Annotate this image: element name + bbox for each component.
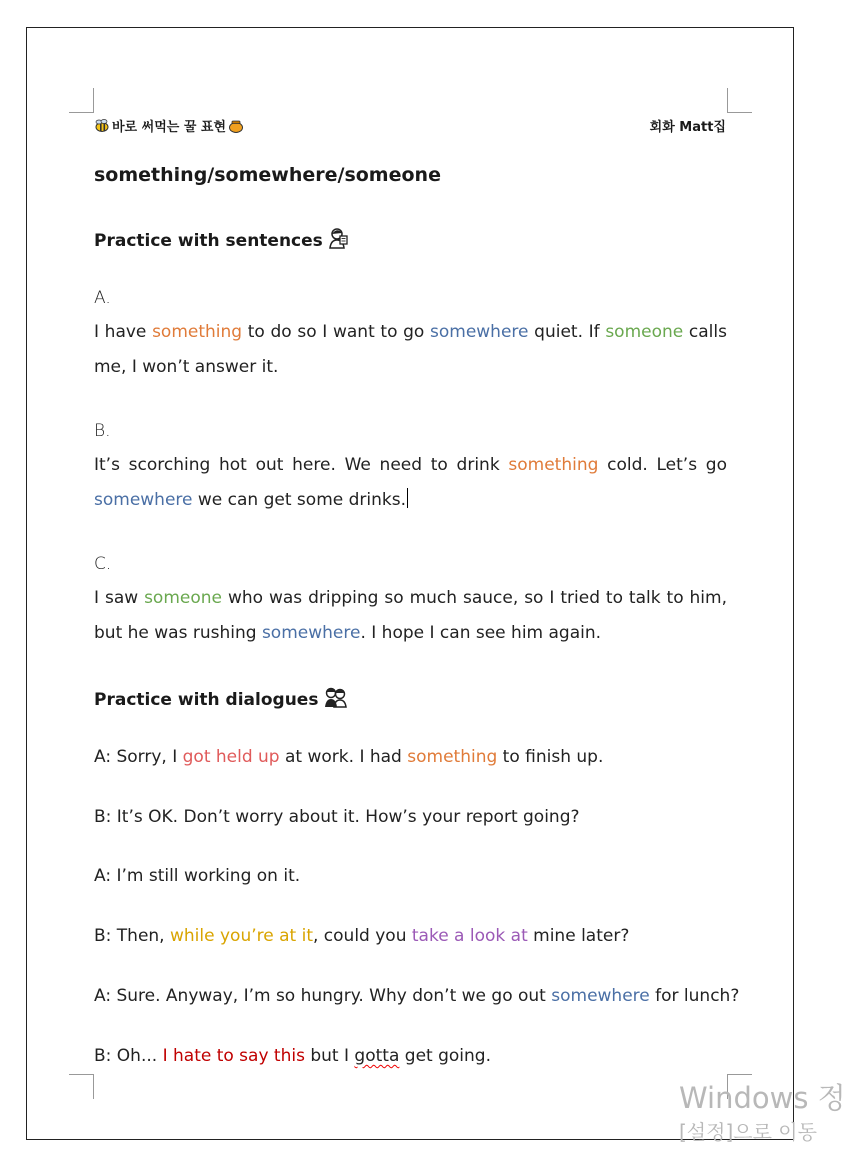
header-title: 바로 써먹는 꿀 표현 (112, 120, 227, 135)
text-segment: A: I’m still working on it. (94, 866, 301, 886)
keyword-someone: someone (144, 588, 222, 608)
sentence-c (94, 581, 727, 651)
sentence-b-label: B. (94, 421, 111, 441)
keyword-something: something (407, 747, 498, 767)
header-right: 회화 Matt집 (649, 120, 726, 135)
windows-activation-watermark-line2: [설정]으로 이동 (679, 1120, 817, 1144)
crop-mark-top-left (69, 88, 94, 113)
keyword-somewhere: somewhere (430, 322, 529, 342)
text-segment: It’s scorching hot out here. We need to drink (94, 455, 509, 475)
header-left (94, 116, 244, 135)
keyword-somewhere: somewhere (94, 490, 193, 510)
bee-icon (94, 119, 110, 133)
section-heading-dialogues (94, 686, 348, 713)
text-segment: at work. I had (279, 747, 408, 767)
section-heading-dialogues-text: Practice with dialogues (94, 689, 319, 710)
dialogue-line-2 (94, 807, 580, 827)
text-segment: who was dripping so much sauce, so I tried to talk to him, but he was rushing (94, 588, 727, 643)
text-segment: I have (94, 322, 153, 342)
sentence-a-label: A. (94, 288, 111, 308)
sentence-c-label: C. (94, 554, 112, 574)
text-segment: A: Sure. Anyway, I’m so hungry. Why don’t we go out (94, 986, 552, 1006)
keyword-somewhere: somewhere (551, 986, 650, 1006)
page-title: something/somewhere/someone (94, 164, 441, 186)
text-segment: B: Oh... (94, 1046, 163, 1066)
text-segment: but I (304, 1046, 355, 1066)
text-segment: calls me, I won’t answer it. (94, 322, 727, 377)
text-segment: B: Then, (94, 926, 170, 946)
windows-activation-watermark-line1: Windows 정 (679, 1081, 846, 1115)
text-segment: . I hope I can see him again. (360, 623, 602, 643)
text-segment: cold. Let’s go (598, 455, 727, 475)
idiom-take-a-look-at: take a look at (411, 926, 528, 946)
idiom-i-hate-to-say-this: I hate to say this (162, 1046, 305, 1066)
text-segment: quiet. If (528, 322, 606, 342)
honey-pot-icon (228, 119, 244, 133)
dialogue-line-1 (94, 747, 603, 767)
crop-mark-top-right (727, 88, 752, 113)
text-segment: to finish up. (497, 747, 604, 767)
keyword-someone: someone (605, 322, 684, 342)
person-reading-icon (329, 227, 349, 254)
text-cursor (407, 488, 408, 508)
idiom-got-held-up: got held up (182, 747, 280, 767)
crop-mark-bottom-left (69, 1074, 94, 1099)
idiom-while-youre-at-it: while you’re at it (170, 926, 313, 946)
text-segment: get going. (399, 1046, 491, 1066)
text-segment: for lunch? (649, 986, 740, 1006)
dialogue-line-6 (94, 1046, 491, 1066)
two-people-icon (324, 686, 348, 713)
text-segment: mine later? (527, 926, 630, 946)
spellcheck-word-gotta[interactable]: gotta (354, 1046, 400, 1066)
text-segment: we can get some drinks. (192, 490, 406, 510)
text-segment: A: Sorry, I (94, 747, 183, 767)
dialogue-line-5 (94, 986, 739, 1006)
section-heading-sentences-text: Practice with sentences (94, 230, 323, 251)
text-segment: B: It’s OK. Don’t worry about it. How’s your report going? (94, 807, 580, 827)
keyword-something: something (152, 322, 243, 342)
text-segment: , could you (312, 926, 412, 946)
keyword-somewhere: somewhere (261, 623, 361, 643)
text-segment: to do so I want to go (242, 322, 430, 342)
dialogue-line-3 (94, 866, 300, 886)
sentence-b[interactable] (94, 448, 727, 518)
dialogue-line-4 (94, 926, 629, 946)
text-segment: I saw (94, 588, 145, 608)
sentence-a (94, 315, 727, 385)
section-heading-sentences (94, 227, 349, 254)
keyword-something: something (508, 455, 599, 475)
